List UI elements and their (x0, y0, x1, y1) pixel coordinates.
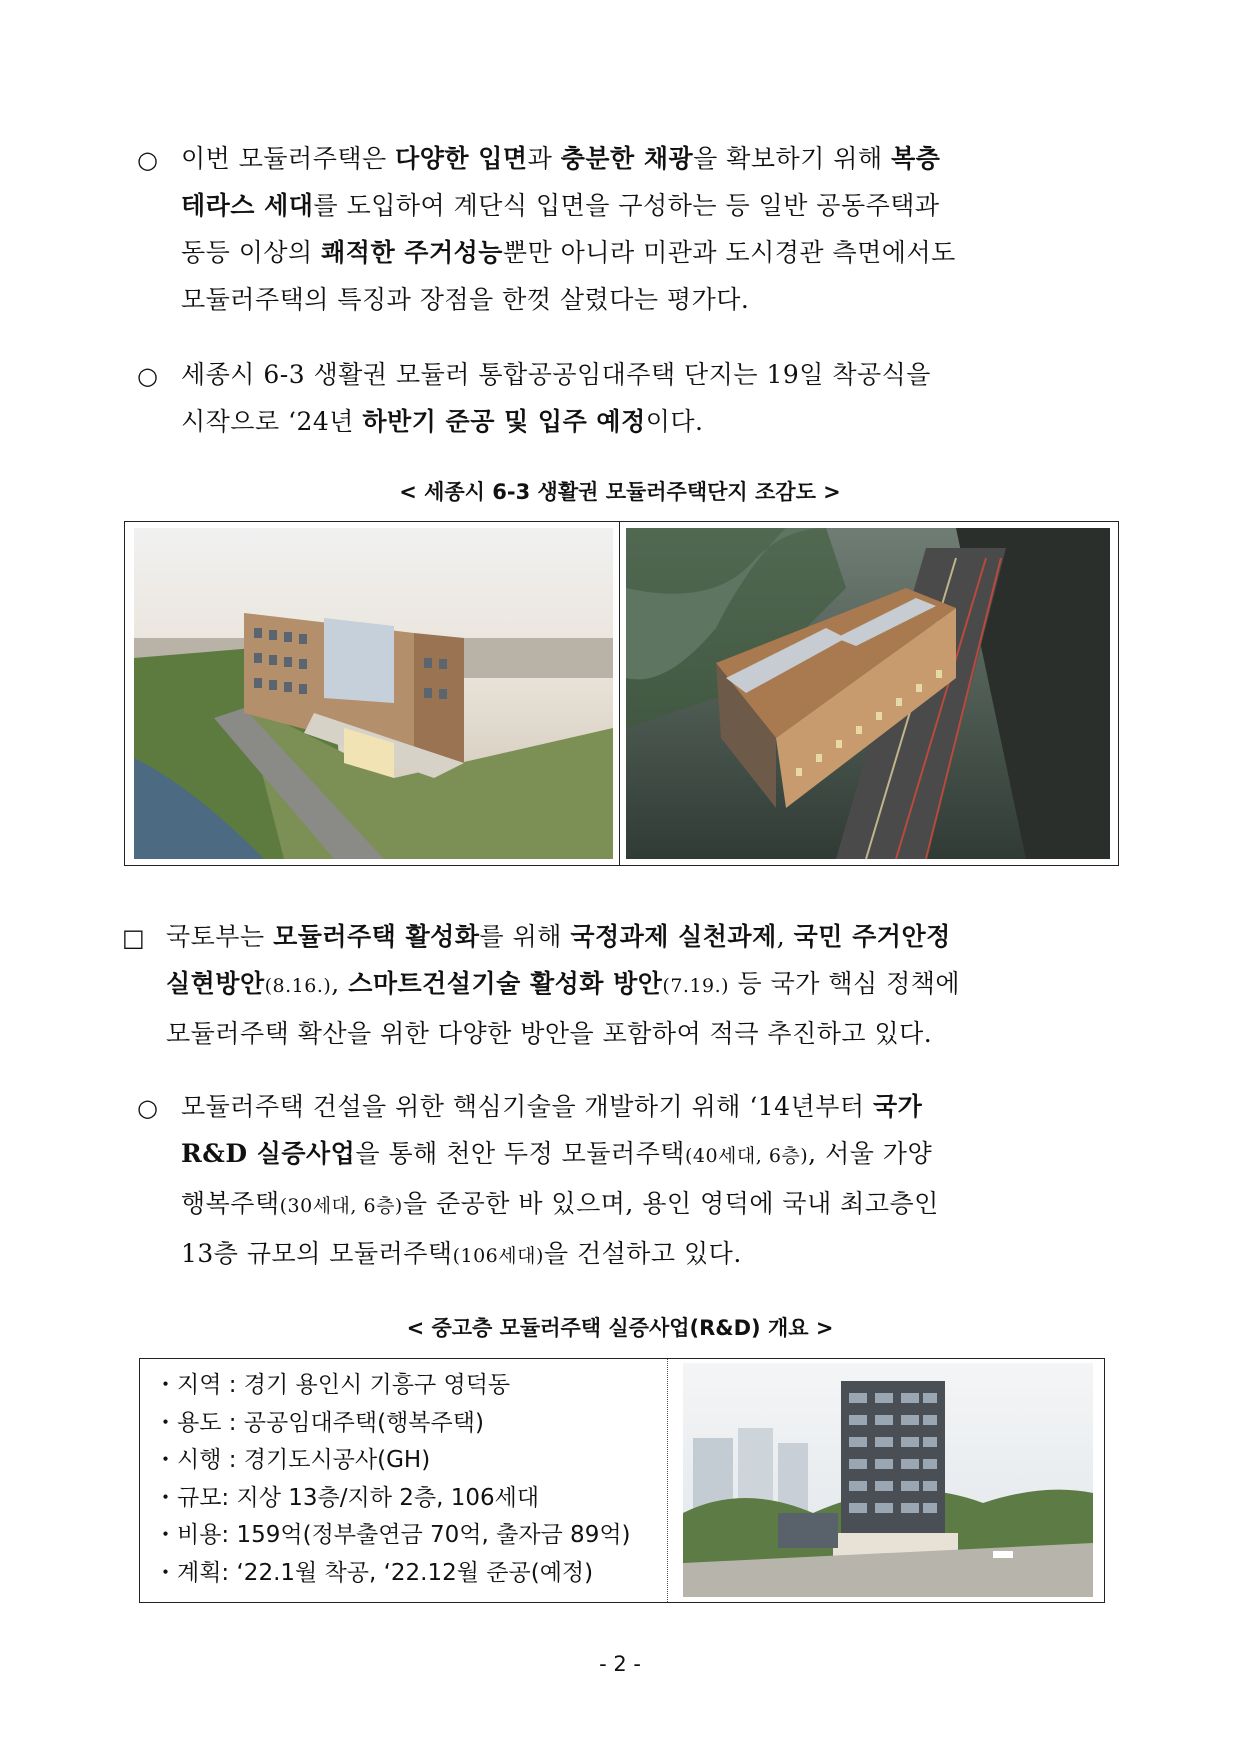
text-run: (30세대, 6층) (279, 1195, 403, 1217)
paragraph-modular-facade (181, 135, 1121, 323)
bold-text: 국민 주거안정 (793, 922, 951, 951)
text-run: 세종시 6-3 생활권 모듈러 통합공공임대주택 단지는 19일 착공식을 (181, 360, 931, 389)
bold-text: R&D 실증사업 (181, 1139, 356, 1168)
rnd-overview-box (139, 1358, 1105, 1603)
text-run: 이다. (645, 407, 704, 436)
text-line (181, 135, 1121, 182)
text-run: 모듈러주택 확산을 위한 다양한 방안을 포함하여 적극 추진하고 있다. (166, 1019, 933, 1048)
figure-caption-sejong: < 세종시 6-3 생활권 모듈러주택단지 조감도 > (399, 480, 841, 504)
text-run: 를 위해 (479, 922, 571, 951)
paragraph-rnd-projects (181, 1083, 1121, 1280)
rnd-overview-list (154, 1367, 631, 1592)
text-run: 모듈러주택의 특징과 장점을 한껏 살렸다는 평가다. (181, 285, 750, 314)
rendering-image-right (626, 528, 1110, 859)
text-run: , 서울 가양 (808, 1139, 933, 1168)
text-line (181, 351, 1121, 398)
text-run: 뿐만 아니라 미관과 도시경관 측면에서도 (502, 238, 956, 267)
info-item-location: ・지역 : 경기 용인시 기흥구 영덕동 (154, 1372, 511, 1398)
info-item-operator: ・시행 : 경기도시공사(GH) (154, 1447, 431, 1473)
bold-text: 하반기 준공 및 입주 예정 (362, 407, 646, 436)
text-run: 모듈러주택 건설을 위한 핵심기술을 개발하기 위해 ‘14년부터 (181, 1092, 873, 1121)
bold-text: 테라스 세대 (181, 191, 314, 220)
bold-text: 스마트건설기술 활성화 방안 (348, 969, 663, 998)
text-line (181, 182, 1121, 229)
text-line (166, 913, 1121, 960)
figure-caption-rnd: < 중고층 모듈러주택 실증사업(R&D) 개요 > (406, 1316, 834, 1340)
text-run: 을 확보하기 위해 (693, 144, 892, 173)
bullet-circle: ○ (137, 362, 158, 390)
text-run: 동등 이상의 (181, 238, 322, 267)
text-run: , (776, 922, 794, 951)
text-run: 13층 규모의 모듈러주택 (181, 1239, 453, 1268)
text-run: (7.19.) (662, 975, 730, 997)
text-run: 이번 모듈러주택은 (181, 144, 396, 173)
text-run: 국토부는 (166, 922, 274, 951)
text-run: 행복주택 (181, 1189, 280, 1218)
info-item-usage: ・용도 : 공공임대주택(행복주택) (154, 1409, 484, 1436)
paragraph-sejong-schedule (181, 351, 1121, 445)
text-line (181, 1083, 1121, 1130)
text-run: (106세대) (452, 1245, 544, 1267)
bullet-circle: ○ (137, 1094, 158, 1122)
paragraph-molit-policy (166, 913, 1121, 1057)
text-line (166, 1010, 1121, 1057)
bold-text: 실현방안 (166, 969, 265, 998)
text-line (181, 276, 1121, 323)
text-line (166, 960, 1121, 1010)
text-line (181, 398, 1121, 445)
bullet-circle: ○ (137, 146, 158, 174)
bold-text: 쾌적한 주거성능 (321, 238, 503, 267)
text-run: 을 건설하고 있다. (543, 1239, 742, 1268)
text-run: 을 통해 천안 두정 모듈러주택 (355, 1139, 685, 1168)
text-line (181, 1130, 1121, 1180)
info-item-scale: ・규모: 지상 13층/지하 2층, 106세대 (154, 1484, 540, 1511)
text-run: 를 도입하여 계단식 입면을 구성하는 등 일반 공동주택과 (313, 191, 940, 220)
info-item-plan: ・계획: ‘22.1월 착공, ‘22.12월 준공(예정) (154, 1559, 594, 1586)
info-divider (667, 1359, 668, 1602)
bold-text: 복층 (891, 144, 941, 173)
page-number: - 2 - (599, 1652, 641, 1676)
text-line (181, 229, 1121, 276)
info-item-cost: ・비용: 159억(정부출연금 70억, 출자금 89억) (154, 1522, 631, 1548)
text-run: , (331, 969, 349, 998)
text-line (181, 1180, 1121, 1230)
bold-text: 국가 (873, 1092, 923, 1121)
text-run: (8.16.) (264, 975, 332, 997)
text-run: 등 국가 핵심 정책에 (729, 969, 961, 998)
text-run: 시작으로 ‘24년 (181, 407, 363, 436)
bold-text: 충분한 채광 (560, 144, 694, 173)
bold-text: 다양한 입면 (395, 144, 528, 173)
text-run: 과 (527, 144, 561, 173)
bold-text: 모듈러주택 활성화 (273, 922, 480, 951)
rendering-image-yongin (683, 1363, 1093, 1597)
bullet-square: □ (122, 924, 145, 952)
text-line (181, 1230, 1121, 1280)
rendering-image-left (134, 528, 613, 859)
text-run: (40세대, 6층) (684, 1145, 809, 1167)
figure-sejong-renderings (124, 521, 1119, 866)
bold-text: 국정과제 실천과제 (570, 922, 777, 951)
text-run: 을 준공한 바 있으며, 용인 영덕에 국내 최고층인 (402, 1189, 939, 1218)
